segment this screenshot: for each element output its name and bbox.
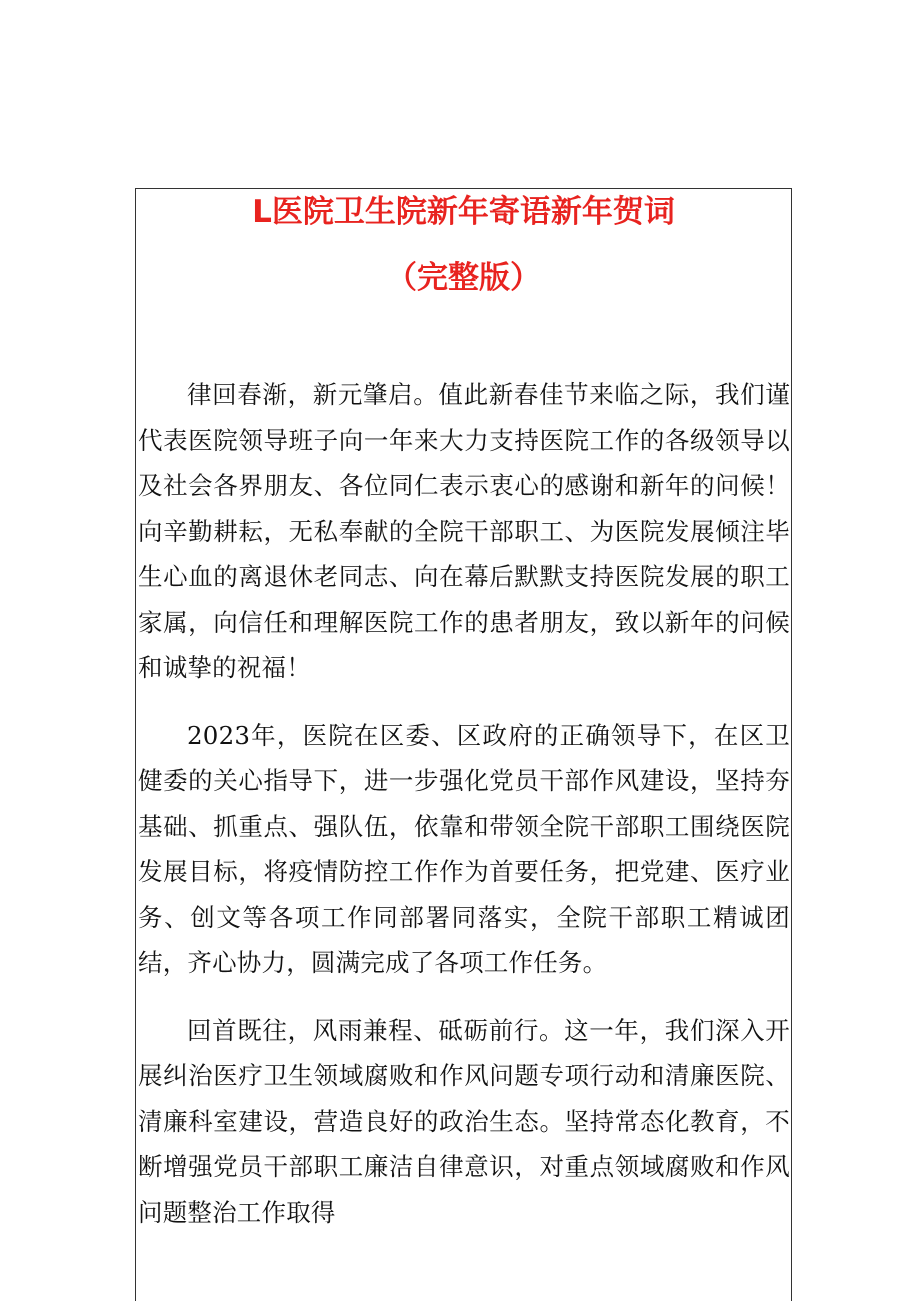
paragraph-1: 律回春渐，新元肇启。值此新春佳节来临之际，我们谨代表医院领导班子向一年来大力支持医院工作的各级领导以及社会各界朋友、各位同仁表示衷心的感谢和新年的问候！向辛勤耕耘，无私奉献的全院干部职工、为医院发展倾注毕生心血的离退休老同志、向在幕后默默支持医院发展的职工家属，向信任和理解医院工作的患者朋友，致以新年的问候和诚挚的祝福！ bbox=[138, 380, 790, 682]
paragraph-2: 2023年，医院在区委、区政府的正确领导下，在区卫健委的关心指导下，进一步强化党员干部作风建设，坚持夯基础、抓重点、强队伍，依靠和带领全院干部职工围绕医院发展目标，将疫情防控工作作为首要任务，把党建、医疗业务、创文等各项工作同部署同落实，全院干部职工精诚团结，齐心协力，圆满完成了各项工作任务。 bbox=[138, 720, 790, 977]
paragraph-3: 回首既往，风雨兼程、砥砺前行。这一年，我们深入开展纠治医疗卫生领域腐败和作风问题专项行动和清廉医院、清廉科室建设，营造良好的政治生态。坚持常态化教育，不断增强党员干部职工廉洁自律意识，对重点领域腐败和作风问题整治工作取得 bbox=[138, 1015, 790, 1227]
document-title: L医院卫生院新年寄语新年贺词 bbox=[252, 194, 675, 230]
document-body bbox=[138, 372, 790, 1257]
document-subtitle: （完整版） bbox=[386, 260, 541, 296]
